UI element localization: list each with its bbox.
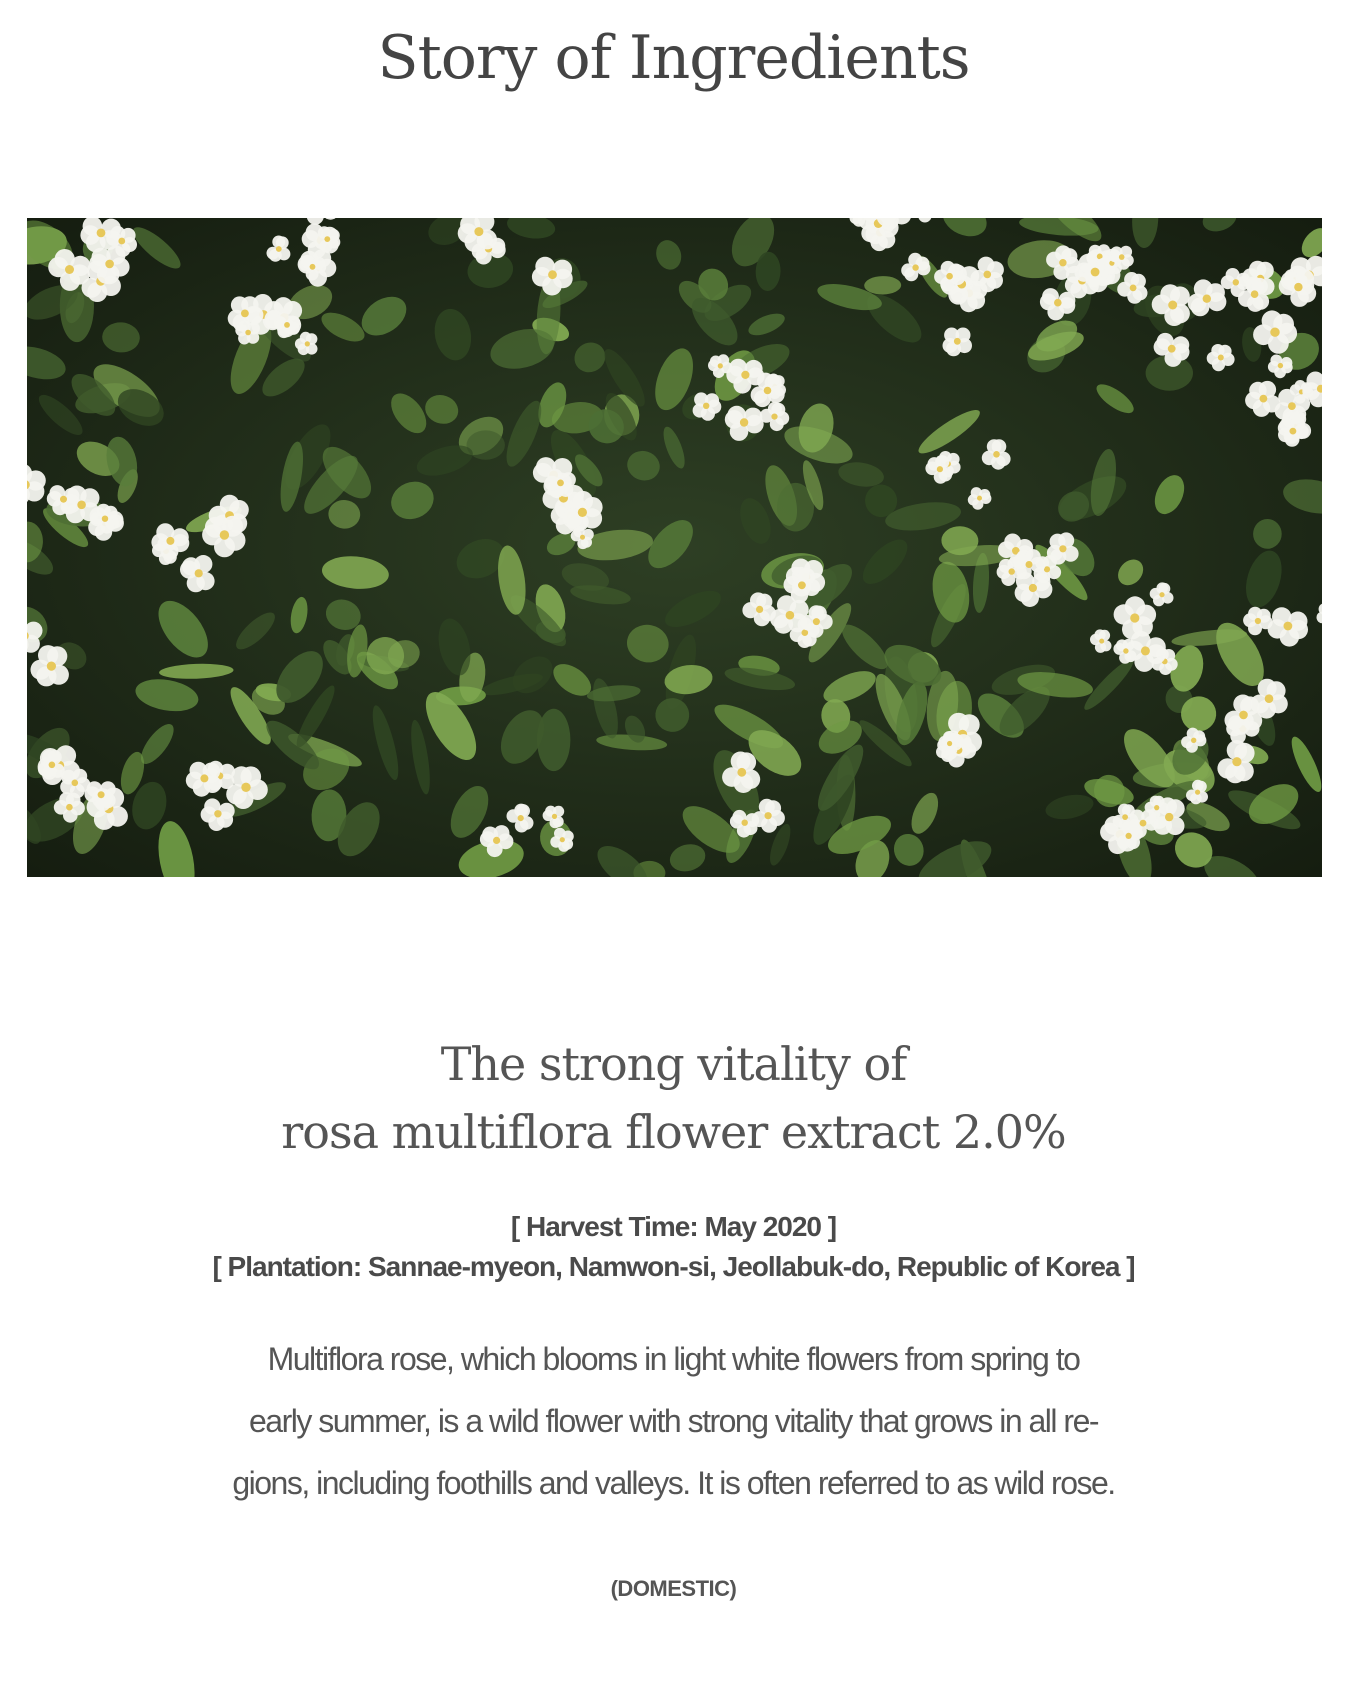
- flower-photo: [27, 218, 1322, 877]
- description-line-2: early summer, is a wild flower with strong vitality that grows in all re-: [248, 1403, 1099, 1439]
- headline-line-1: The strong vitality of: [440, 1037, 907, 1091]
- ingredient-details: [0, 1207, 1347, 1287]
- flower: [943, 328, 973, 357]
- headline-line-2: rosa multiflora flower extract 2.0%: [281, 1105, 1066, 1159]
- headline: [0, 1030, 1347, 1166]
- origin-label: (DOMESTIC): [610, 1576, 737, 1601]
- hero-image: [27, 218, 1322, 877]
- page-title: Story of Ingredients: [377, 23, 970, 93]
- plantation: [ Plantation: Sannae-myeon, Namwon-si, Jeollabuk-do, Republic of Korea ]: [212, 1251, 1135, 1282]
- description-line-3: gions, including foothills and valleys. It is often referred to as wild rose.: [232, 1465, 1115, 1501]
- description-line-1: Multiflora rose, which blooms in light white flowers from spring to: [267, 1341, 1080, 1377]
- description: [150, 1328, 1197, 1514]
- harvest-time: [ Harvest Time: May 2020 ]: [510, 1211, 837, 1242]
